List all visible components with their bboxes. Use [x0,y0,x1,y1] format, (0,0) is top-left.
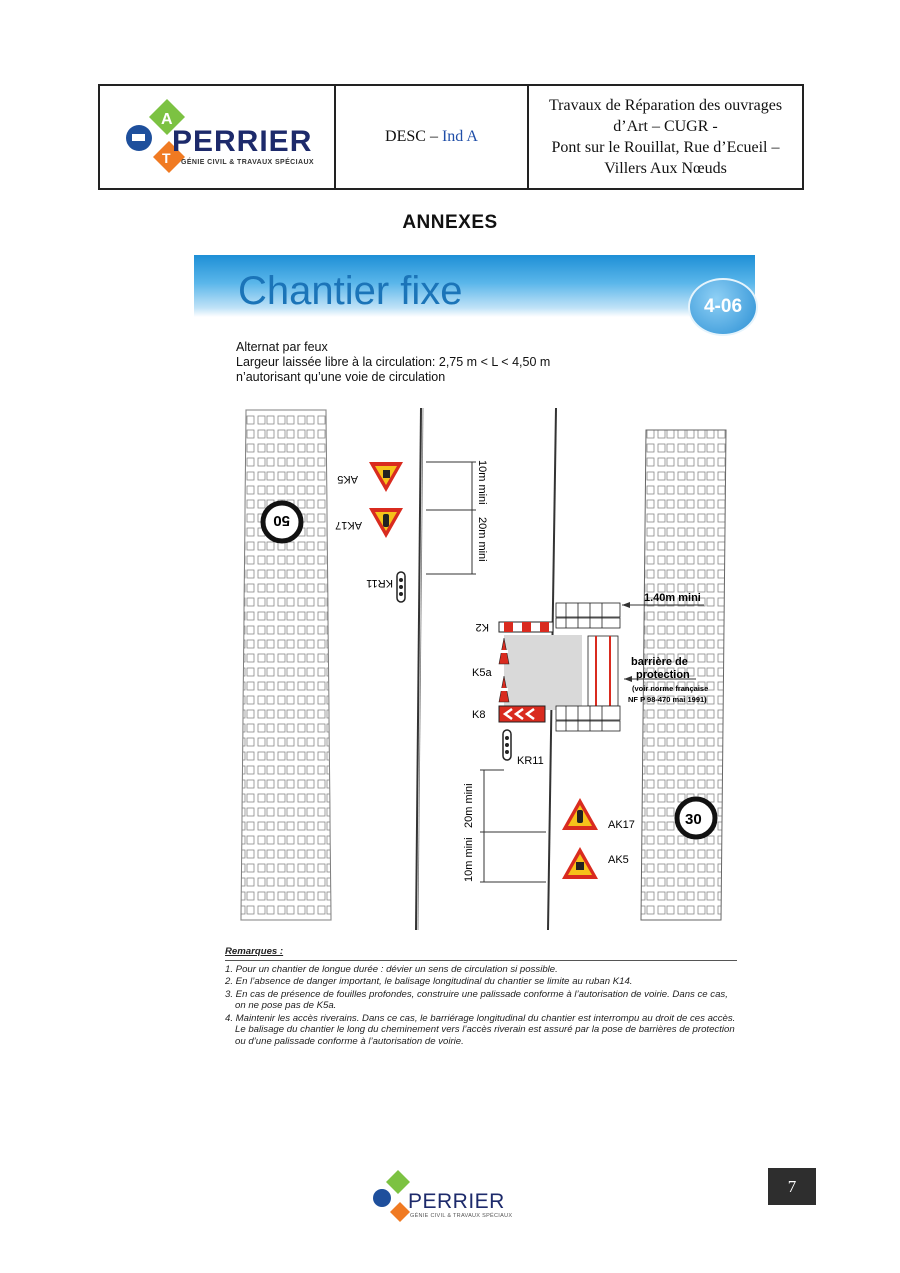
work-zone [504,635,582,710]
footer-logo-tagline: GÉNIE CIVIL & TRAVAUX SPÉCIAUX [410,1213,513,1219]
section-title: ANNEXES [402,212,498,233]
intro-line: Alternat par feux [236,340,328,354]
header-title-line: Pont sur le Rouillat, Rue d’Ecueil – [551,139,780,156]
barriere-label-2: protection [636,669,690,681]
k2-label: K2 [475,621,489,633]
logo-word: PERRIER [172,125,313,158]
kr11-signal-bottom [503,730,511,760]
header-title-line: Villers Aux Nœuds [604,160,727,177]
remarques-title: Remarques : [225,946,284,957]
footer-logo [372,1168,532,1238]
list-item: 3. En cas de présence de fouilles profondes, construire une palissade conforme à l’autorisation de voirie. Dans ce cas, on ne pose pas de K5a. [225,988,728,1011]
ak5-sign-top [369,462,403,492]
ak5-label-top: AK5 [337,473,358,485]
desc-prefix: DESC – [385,128,438,145]
banner-badge: 4-06 [688,278,758,336]
header-desc-cell [336,86,529,188]
dim-10m-bottom: 10m mini [463,837,475,882]
ak17-label-top: AK17 [335,519,362,531]
header-table [98,84,804,190]
remarques-divider [225,960,737,961]
dim-20m-top: 20m mini [476,517,488,562]
dim-140-label: 1.40m mini [644,592,701,604]
list-item: 4. Maintenir les accès riverains. Dans ce cas, le barriérage longitudinal du chantier est interrompu au droit de ces accès. Le balisage du chantier le long du cheminement vers l’accès riverain est assuré par la pose de barrières de protection ou d’une palissade conforme à l’autorisation de voirie. [225,1012,736,1047]
k2-barrier [499,622,553,632]
footer-logo-mark-icon [372,1168,412,1238]
kr11-signal-top [397,572,405,602]
ak17-label-bottom: AK17 [608,819,635,831]
page-number: 7 [768,1168,816,1205]
k8-chevron-panel [499,706,545,722]
dim-10m-top: 10m mini [476,460,488,505]
ak17-sign-top [369,508,403,538]
svg-text:T: T [162,150,171,166]
list-item: 1. Pour un chantier de longue durée : dévier un sens de circulation si possible. [225,963,558,975]
logo-tagline: GÉNIE CIVIL & TRAVAUX SPÉCIAUX [181,159,314,166]
header-title-line: Travaux de Réparation des ouvrages [548,97,783,114]
intro-line: Largeur laissée libre à la circulation: 2,75 m < L < 4,50 m [236,355,551,369]
k8-label: K8 [472,709,486,721]
intro-text [236,340,550,385]
header-title-cell [529,86,802,188]
banner [194,255,755,317]
ak5-label-bottom: AK5 [608,854,629,866]
dim-20m-bottom: 20m mini [463,783,475,828]
barriere-label-1: barrière de [631,656,688,668]
kr11-label-bottom: KR11 [517,755,544,767]
norme-label-1: (voir norme française [632,684,709,693]
ak17-sign-bottom [562,798,598,830]
speed-value-bottom: 30 [685,811,702,828]
footer-logo-word: PERRIER [408,1190,505,1213]
speed-value-top: 50 [273,512,290,529]
speed-sign-top [263,503,301,541]
header-title-line: d’Art – CUGR - [613,118,718,135]
list-item: 2. En l’absence de danger important, le balisage longitudinal du chantier se limite au ruban K14. [225,976,633,987]
banner-title: Chantier fixe [238,269,463,313]
remarques-list [225,964,737,1048]
svg-text:A: A [161,111,173,128]
desc-index: Ind A [441,128,478,145]
left-buildings [241,410,331,920]
perrier-logo [117,97,317,177]
speed-sign-bottom [677,799,715,837]
k5a-label: K5a [472,667,492,679]
kr11-label-top: KR11 [366,577,393,589]
remarques [225,946,737,1048]
ak5-sign-bottom [562,847,598,879]
norme-label-2: NF P 98-470 mai 1991) [628,695,707,704]
intro-line: n’autorisant qu’une voie de circulation [236,370,446,384]
header-logo-cell [100,86,336,188]
road-diagram [236,400,736,940]
